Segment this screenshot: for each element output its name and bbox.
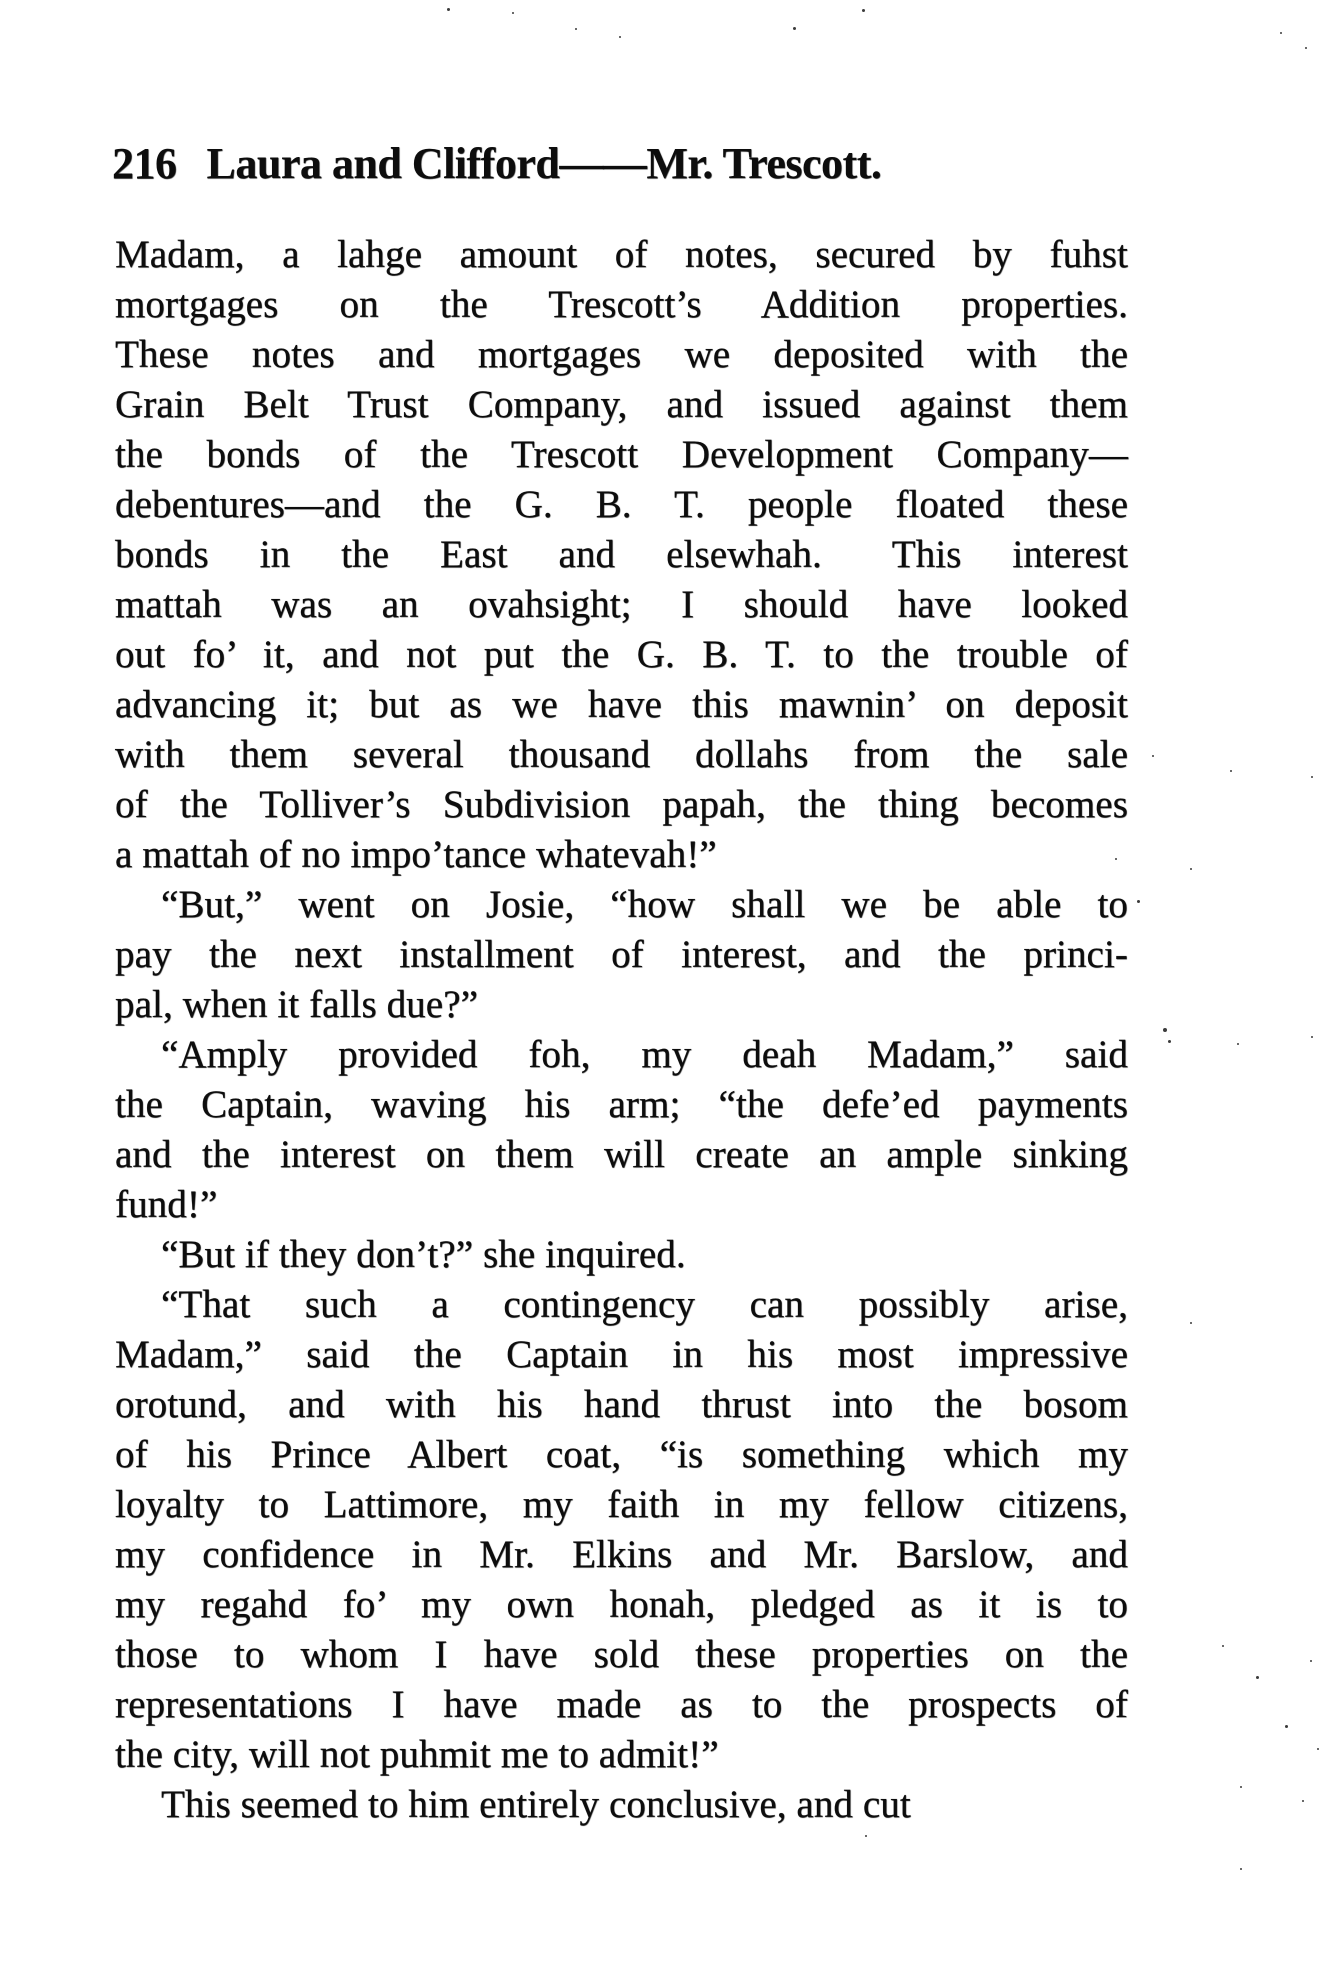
text-line: of his Prince Albert coat, “is something which my [115,1433,1128,1476]
running-title: Laura and Clifford——Mr. Trescott. [206,139,882,188]
scan-speck [1163,1028,1167,1032]
scan-speck [1190,1322,1192,1324]
text-line: out fo’ it, and not put the G. B. T. to the trouble of [115,633,1128,676]
page-number: 216 [112,139,177,188]
paragraph [115,1780,1128,1830]
scan-speck [1280,32,1282,34]
scan-speck [1240,1868,1242,1870]
scan-speck [1237,1043,1239,1045]
scan-speck [1311,1036,1313,1038]
text-line: orotund, and with his hand thrust into the bosom [115,1383,1128,1426]
text-line: and the interest on them will create an ample sinking [115,1133,1128,1176]
text-line: mattah was an ovahsight; I should have looked [115,583,1128,626]
text-line: bonds in the East and elsewhah. This interest [115,533,1128,576]
scan-speck [1152,755,1154,757]
paragraph [115,1280,1128,1780]
text-line: a mattah of no impo’tance whatevah!” [115,833,717,876]
scan-speck [1302,1800,1304,1802]
text-line: These notes and mortgages we deposited with the [115,333,1128,376]
scan-speck [1311,776,1313,778]
scan-speck [1190,868,1192,870]
text-line: debentures—and the G. B. T. people floated these [115,483,1128,526]
paragraph [115,880,1128,1030]
scan-speck [575,28,577,30]
text-line: pay the next installment of interest, and the princi- [115,933,1128,976]
scan-speck [1230,770,1232,772]
paragraph [115,230,1128,880]
text-line: “But,” went on Josie, “how shall we be able to [161,883,1128,926]
scan-speck [1305,47,1307,49]
text-line: loyalty to Lattimore, my faith in my fellow citizens, [115,1483,1128,1526]
text-line: Grain Belt Trust Company, and issued against them [115,383,1128,426]
text-line: of the Tolliver’s Subdivision papah, the thing becomes [115,783,1128,826]
scan-speck [1285,1725,1288,1728]
scan-speck [619,36,621,38]
scan-speck [1310,1660,1312,1662]
text-line: the Captain, waving his arm; “the defe’ed payments [115,1083,1128,1126]
scan-speck [1168,1040,1171,1043]
scan-speck [1240,1786,1242,1788]
text-line: Madam, a lahge amount of notes, secured by fuhst [115,233,1128,276]
text-line: my confidence in Mr. Elkins and Mr. Barslow, and [115,1533,1128,1576]
scan-speck [1256,1676,1259,1679]
paragraph [115,1030,1128,1230]
text-line: “Amply provided foh, my deah Madam,” said [161,1033,1128,1076]
text-line: representations I have made as to the prospects of [115,1683,1128,1726]
text-line: “But if they don’t?” she inquired. [161,1233,686,1276]
text-line: This seemed to him entirely conclusive, and cut [161,1783,911,1826]
scan-speck [865,1835,867,1837]
text-line: “That such a contingency can possibly arise, [161,1283,1128,1326]
text-line: mortgages on the Trescott’s Addition properties. [115,283,1128,326]
text-line: the bonds of the Trescott Development Company— [115,433,1128,476]
text-line: my regahd fo’ my own honah, pledged as it is to [115,1583,1128,1626]
scan-speck [862,9,865,12]
text-line: with them several thousand dollahs from the sale [115,733,1128,776]
text-line: those to whom I have sold these properties on the [115,1633,1128,1676]
text-line: Madam,” said the Captain in his most impressive [115,1333,1128,1376]
text-line: advancing it; but as we have this mawnin’ on deposit [115,683,1128,726]
scan-speck [1137,900,1140,903]
page-text [115,230,1128,1830]
text-line: the city, will not puhmit me to admit!” [115,1733,719,1776]
scan-speck [1115,858,1117,860]
scan-speck [512,12,514,14]
scan-speck [1222,1645,1224,1647]
text-line: pal, when it falls due?” [115,983,479,1026]
running-header [112,139,881,189]
scan-speck [447,8,450,11]
scan-speck [793,27,796,30]
scan-speck [1317,1748,1319,1750]
text-line: fund!” [115,1183,218,1226]
paragraph [115,1230,1128,1280]
